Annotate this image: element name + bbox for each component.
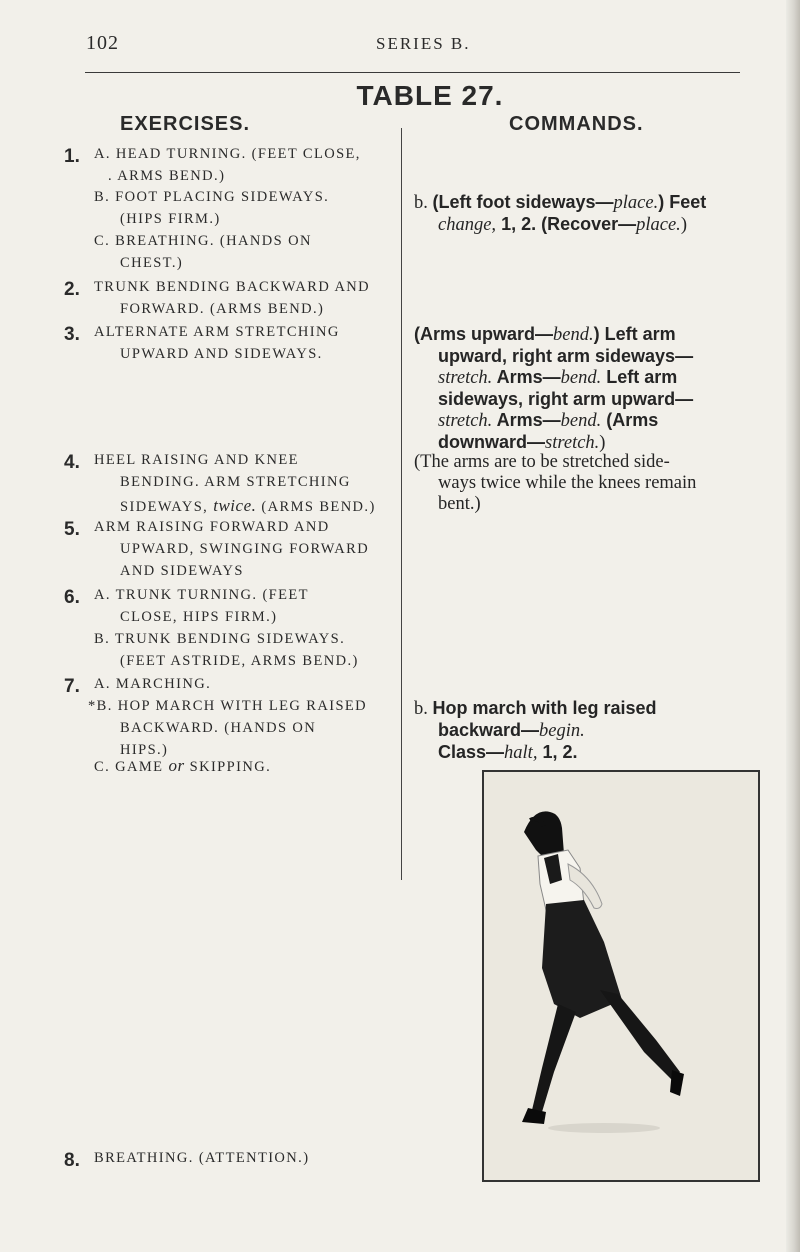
- command-note-line: (The arms are to be stretched side-: [414, 452, 670, 472]
- command-text: (Left foot sideways—: [432, 192, 614, 212]
- series-label: SERIES B.: [376, 34, 471, 53]
- command-text: ): [680, 215, 687, 235]
- command-word: halt,: [504, 743, 538, 763]
- exercise-line: (HIPS FIRM.): [120, 211, 221, 227]
- command-letter: b.: [414, 699, 428, 719]
- exercise-line: CHEST.): [120, 255, 184, 271]
- exercise-line-part: SIDEWAYS,: [120, 499, 209, 515]
- exercise-line: C. BREATHING. (HANDS ON: [94, 233, 312, 249]
- floor-shadow: [548, 1123, 660, 1133]
- command-word: stretch.: [545, 433, 600, 453]
- table-title: TABLE 27.: [356, 80, 504, 111]
- exercise-line: [94, 756, 271, 776]
- exercise-number: 3.: [64, 324, 80, 345]
- command-text: backward—: [438, 720, 540, 740]
- exercise-line: CLOSE, HIPS FIRM.): [120, 609, 278, 625]
- command-word: bend.: [560, 368, 602, 388]
- exercise-line-part: (ARMS BEND.): [261, 499, 376, 515]
- exercise-line: BACKWARD. (HANDS ON: [120, 720, 317, 736]
- command-word: stretch.: [438, 368, 493, 388]
- command-text: Hop march with leg raised: [432, 698, 657, 718]
- command-word: change,: [438, 215, 497, 235]
- page-number: 102: [86, 32, 119, 54]
- exercise-line-part: C. GAME: [94, 759, 164, 775]
- running-head: [0, 32, 800, 62]
- command-text: ): [599, 433, 606, 453]
- command-text: upward, right arm sideways—: [438, 346, 694, 366]
- command-text: ) Feet: [658, 192, 707, 212]
- exercise-number: 7.: [64, 676, 80, 697]
- hop-march-photo: [482, 770, 760, 1182]
- exercise-line: UPWARD, SWINGING FORWARD: [120, 541, 370, 557]
- exercise-line: A. TRUNK TURNING. (FEET: [94, 587, 309, 603]
- emphasis-text: twice.: [213, 496, 257, 515]
- exercise-line: AND SIDEWAYS: [120, 563, 244, 579]
- exercise-number: 1.: [64, 146, 80, 167]
- exercise-line: [120, 496, 376, 516]
- command-text: (Arms: [601, 410, 659, 430]
- column-divider: [401, 128, 402, 880]
- command-continuation: [414, 367, 769, 389]
- exercise-line: . ARMS BEND.): [108, 168, 226, 184]
- exercise-line: HIPS.): [120, 742, 169, 758]
- command-word: place.: [636, 215, 681, 235]
- exercise-line: A. MARCHING.: [94, 676, 212, 692]
- command-4-note: [414, 452, 769, 515]
- command-continuation: [414, 214, 769, 236]
- command-text: (Arms upward—: [414, 324, 554, 344]
- exercise-line-part: SKIPPING.: [189, 759, 272, 775]
- command-text: Class—: [438, 742, 505, 762]
- exercise-line: *B. HOP MARCH WITH LEG RAISED: [88, 698, 368, 714]
- exercise-line: ALTERNATE ARM STRETCHING: [94, 324, 340, 340]
- exercise-line: ARM RAISING FORWARD AND: [94, 519, 330, 535]
- exercise-line: HEEL RAISING AND KNEE: [94, 452, 299, 468]
- command-continuation: [414, 742, 769, 764]
- command-note-line: ways twice while the knees remain: [438, 473, 697, 493]
- command-text: downward—: [438, 432, 545, 452]
- command-text: sideways, right arm upward—: [438, 389, 694, 409]
- command-word: bend.: [553, 325, 594, 345]
- command-text: Left arm: [601, 367, 678, 387]
- command-word: place.: [613, 193, 659, 213]
- exercise-line: B. TRUNK BENDING SIDEWAYS.: [94, 631, 346, 647]
- exercise-number: 5.: [64, 519, 80, 540]
- command-text: ) Left arm: [593, 324, 676, 344]
- command-text: 1, 2. (Recover—: [496, 214, 637, 234]
- exercise-number: 2.: [64, 279, 80, 300]
- command-7b: [414, 698, 769, 764]
- command-word: begin.: [539, 721, 585, 741]
- command-text: 1, 2.: [537, 742, 578, 762]
- command-continuation: [414, 432, 769, 454]
- exercise-line: FORWARD. (ARMS BEND.): [120, 301, 325, 317]
- command-1b: [414, 192, 769, 236]
- exercise-line: TRUNK BENDING BACKWARD AND: [94, 279, 371, 295]
- exercise-line: BREATHING. (ATTENTION.): [94, 1150, 310, 1166]
- command-word: bend.: [560, 411, 602, 431]
- page-edge: [786, 0, 800, 1252]
- command-note-line: bent.): [438, 494, 481, 514]
- exercise-line: (FEET ASTRIDE, ARMS BEND.): [120, 653, 359, 669]
- emphasis-text: or: [168, 756, 185, 775]
- exercise-line: B. FOOT PLACING SIDEWAYS.: [94, 189, 330, 205]
- exercise-number: 4.: [64, 452, 80, 473]
- command-continuation: [414, 410, 769, 432]
- exercise-line: BENDING. ARM STRETCHING: [120, 474, 351, 490]
- exercise-line: UPWARD AND SIDEWAYS.: [120, 346, 323, 362]
- exercise-line: A. HEAD TURNING. (FEET CLOSE,: [94, 146, 361, 162]
- command-continuation: [414, 720, 769, 742]
- hop-march-figure-drawing: [484, 772, 758, 1180]
- exercises-heading: EXERCISES.: [120, 113, 251, 135]
- command-word: stretch.: [438, 411, 493, 431]
- commands-heading: COMMANDS.: [509, 113, 644, 135]
- header-rule: [85, 72, 740, 73]
- exercise-number: 6.: [64, 587, 80, 608]
- command-letter: b.: [414, 193, 428, 213]
- exercise-number: 8.: [64, 1150, 80, 1171]
- command-text: Arms—: [492, 410, 561, 430]
- command-3: [414, 324, 769, 454]
- command-text: Arms—: [492, 367, 561, 387]
